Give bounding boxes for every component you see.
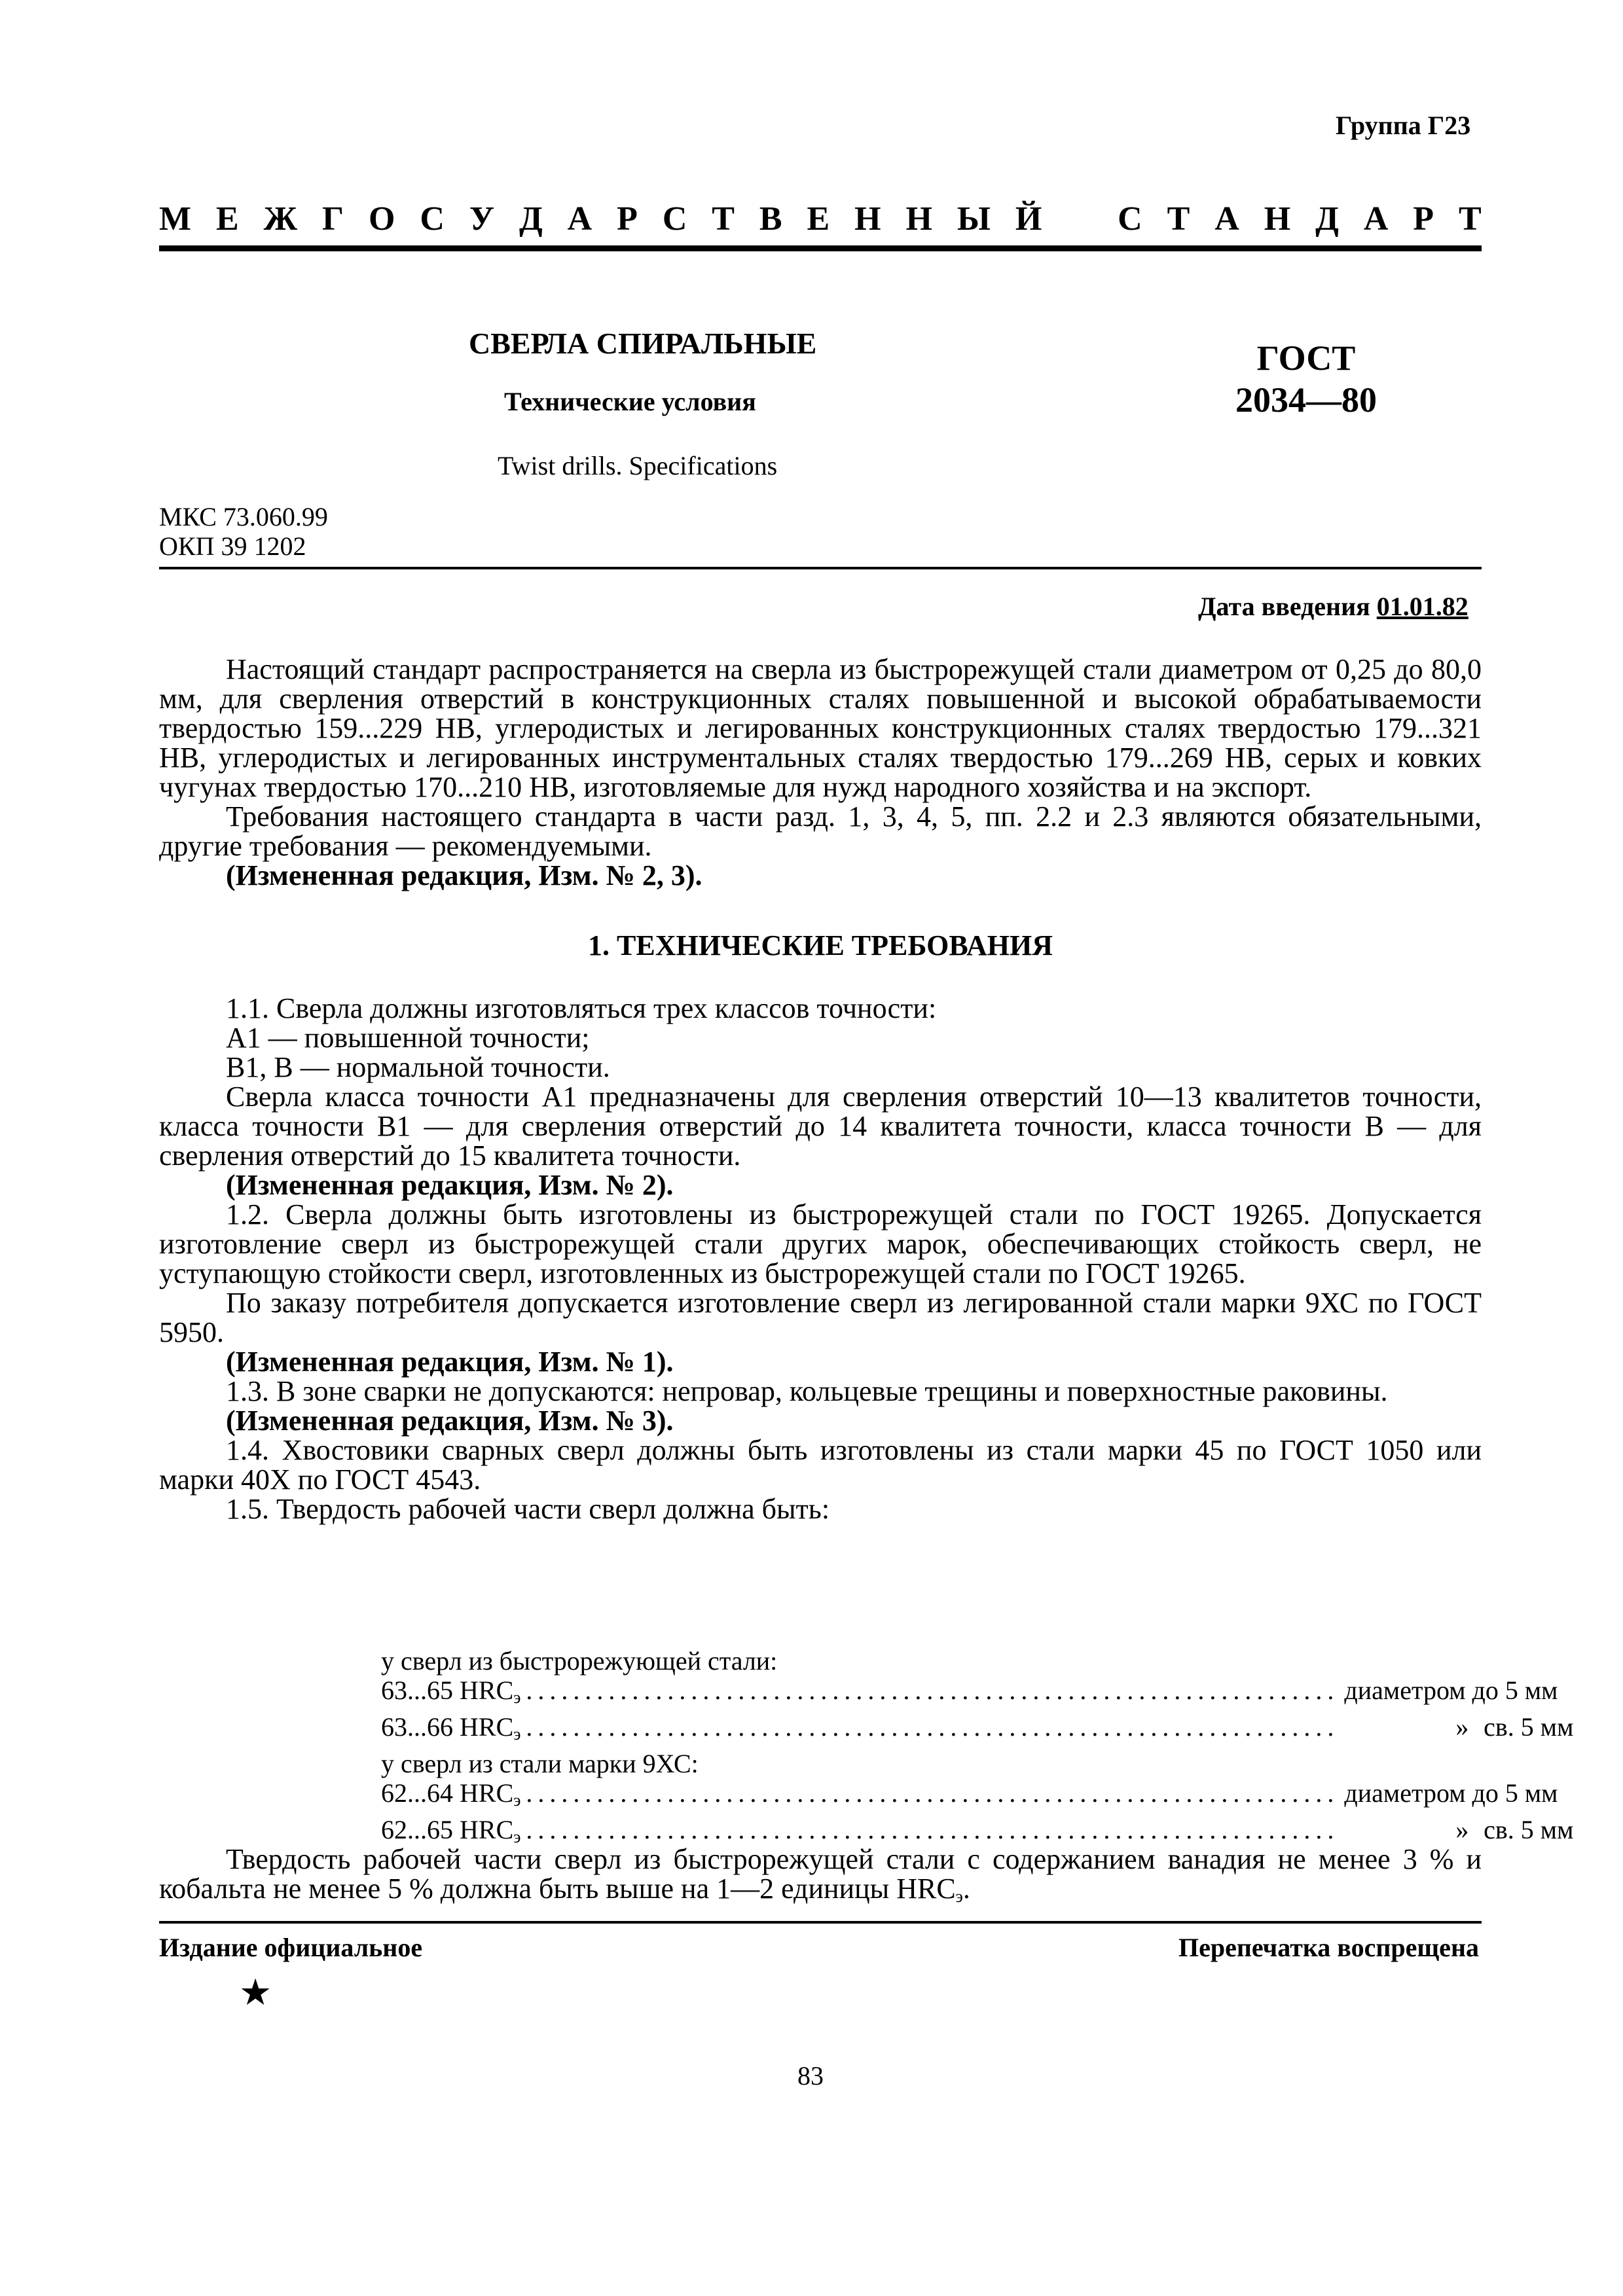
hardness-row: [381, 1712, 1574, 1749]
footer-rule: [159, 1921, 1482, 1924]
gost-designation: [1198, 337, 1414, 421]
diameter-range: св. 5 мм: [1484, 1712, 1574, 1742]
heading-letter: А: [1363, 200, 1389, 238]
heading-letter: Е: [807, 200, 830, 238]
hardness-value: 63...66 HRC: [381, 1712, 514, 1742]
mks-code: МКС 73.060.99: [159, 502, 328, 531]
heading-letter: Ы: [957, 200, 991, 238]
heading-letter: Й: [1015, 200, 1042, 238]
intro-amendment-note: (Измененная редакция, Изм. № 2, 3).: [226, 859, 702, 891]
official-edition-label: Издание официальное: [159, 1933, 423, 1962]
intro-paragraph-2: Требования настоящего стандарта в части разд. 1, 3, 4, 5, пп. 2.2 и 2.3 являются обязательными, другие требования — рекомендуемыми.: [159, 800, 1482, 862]
hardness-group-2-label: у сверл из стали марки 9ХС:: [381, 1749, 699, 1778]
heading-letter: Д: [1315, 200, 1339, 238]
diameter-range: св. 5 мм: [1484, 1815, 1574, 1844]
heading-letter: Д: [519, 200, 543, 238]
hardness-row: [381, 1778, 1558, 1815]
clause-1-2: 1.2. Сверла должны быть изготовлены из быстрорежущей стали по ГОСТ 19265. Допускается изготовление сверл из быстрорежущей стали других марок, обеспечивающих стойкость сверл, не уступающую стойкости сверл, изготовленных из быстрорежущей стали по ГОСТ 19265.: [159, 1198, 1482, 1289]
intro-paragraph-1: Настоящий стандарт распространяется на сверла из быстрорежущей стали диаметром от 0,25 до 80,0 мм, для сверления отверстий в конструкционных сталях повышенной и высокой обрабатываемости твердостью 159...229 НВ, углеродистых и легированных конструкционных сталях твердостью 179...321 НВ, углеродистых и легированных инструментальных сталях твердостью 179...269 НВ, серых и ковких чугунах твердостью 170...210 НВ, изготовляемые для нужд народного хозяйства и на экспорт.: [159, 653, 1482, 803]
document-body: [159, 655, 1482, 1524]
clause-1-5: 1.5. Твердость рабочей части сверл должна быть:: [226, 1493, 830, 1525]
heading-letter: У: [469, 200, 495, 238]
hardness-group-1-label: у сверл из быстрорежующей стали:: [381, 1646, 778, 1676]
heading-letter: Т: [712, 200, 735, 238]
heading-letter: Е: [216, 200, 239, 238]
clause-1-1-a1: А1 — повышенной точности;: [226, 1022, 590, 1054]
hardness-subscript: э: [513, 1688, 521, 1707]
hardness-subscript: э: [513, 1725, 521, 1744]
heading-letter: М: [159, 200, 192, 238]
document-subtitle: Технические условия: [504, 387, 756, 416]
diameter-range: диаметром до 5 мм: [1344, 1778, 1558, 1808]
star-icon: ★: [239, 1973, 272, 2013]
clause-1-2-order: По заказу потребителя допускается изготовление сверл из легированной стали марки 9ХС по ГОСТ 5950.: [159, 1287, 1482, 1348]
page-number: 83: [797, 2061, 824, 2090]
hardness-subscript: э: [513, 1827, 521, 1846]
heading-letter: Т: [1167, 200, 1190, 238]
interstate-standard-heading: [159, 200, 1482, 238]
heading-letter: Н: [905, 200, 932, 238]
introduction-date: [1198, 591, 1468, 622]
hardness-subscript: э: [513, 1791, 521, 1810]
vanadium-cobalt-note: [159, 1844, 1482, 1911]
heading-letter: Н: [1264, 200, 1291, 238]
vanadium-cobalt-text: Твердость рабочей части сверл из быстрорежущей стали с содержанием ванадия не менее 3 % и кобальта не менее 5 % должна быть выше на 1—2 единицы HRC: [159, 1843, 1482, 1905]
heading-letter: Н: [854, 200, 881, 238]
clause-1-2-amendment: (Измененная редакция, Изм. № 1).: [226, 1346, 674, 1378]
section-1-title: 1. ТЕХНИЧЕСКИЕ ТРЕБОВАНИЯ: [588, 929, 1053, 961]
heading-letter: С: [662, 200, 687, 238]
ditto-mark: »: [1455, 1712, 1469, 1742]
clause-1-1: 1.1. Сверла должны изготовляться трех классов точности:: [226, 992, 937, 1024]
leader-dots: .....................................................................: [526, 1676, 1340, 1705]
hardness-value: 62...64 HRC: [381, 1778, 514, 1808]
heading-word-gap: [1067, 200, 1093, 238]
group-code: Группа Г23: [1336, 111, 1471, 140]
introduction-date-value: 01.01.82: [1376, 592, 1468, 621]
vanadium-cobalt-end: .: [962, 1873, 970, 1905]
clause-1-4: 1.4. Хвостовики сварных сверл должны быть изготовлены из стали марки 45 по ГОСТ 1050 или марки 40Х по ГОСТ 4543.: [159, 1434, 1482, 1496]
hardness-value: 63...65 HRC: [381, 1676, 514, 1705]
hardness-value: 62...65 HRC: [381, 1815, 514, 1844]
heading-letter: С: [420, 200, 445, 238]
heading-letter: В: [759, 200, 782, 238]
clause-1-3: 1.3. В зоне сварки не допускаются: непровар, кольцевые трещины и поверхностные раковины.: [226, 1375, 1388, 1407]
diameter-range: диаметром до 5 мм: [1344, 1676, 1558, 1705]
gost-number: 2034—80: [1235, 380, 1377, 420]
leader-dots: .....................................................................: [526, 1712, 1340, 1742]
classification-codes: [159, 502, 328, 561]
vanadium-cobalt-subscript: э: [955, 1887, 963, 1906]
okp-code: ОКП 39 1202: [159, 531, 306, 561]
header-rule: [159, 245, 1482, 251]
hardness-table: [381, 1646, 1574, 1852]
leader-dots: .....................................................................: [526, 1815, 1340, 1844]
introduction-date-label: Дата введения: [1198, 592, 1377, 621]
gost-label: ГОСТ: [1256, 338, 1356, 378]
heading-letter: А: [1214, 200, 1239, 238]
hardness-row: [381, 1676, 1558, 1712]
leader-dots: .....................................................................: [526, 1778, 1340, 1808]
clause-1-1-amendment: (Измененная редакция, Изм. № 2).: [226, 1169, 674, 1201]
clause-1-3-amendment: (Измененная редакция, Изм. № 3).: [226, 1405, 674, 1437]
heading-letter: Ж: [263, 200, 298, 238]
final-paragraph-block: [159, 1844, 1482, 1911]
heading-letter: Р: [1413, 200, 1434, 238]
document-title: СВЕРЛА СПИРАЛЬНЫЕ: [469, 327, 817, 360]
heading-letter: Р: [617, 200, 638, 238]
codes-rule: [159, 567, 1482, 569]
heading-letter: С: [1118, 200, 1142, 238]
heading-letter: А: [567, 200, 593, 238]
heading-letter: Г: [321, 200, 344, 238]
reprint-prohibited-label: Перепечатка воспрещена: [1178, 1933, 1479, 1962]
clause-1-1-purpose: Сверла класса точности А1 предназначены для сверления отверстий 10—13 квалитетов точности, класса точности В1 — для сверления отверстий до 14 квалитета точности, класса точности В — для сверления отверстий до 15 квалитета точности.: [159, 1081, 1482, 1172]
ditto-mark: »: [1455, 1815, 1469, 1844]
clause-1-1-b: В1, В — нормальной точности.: [226, 1051, 610, 1083]
heading-letter: О: [368, 200, 395, 238]
heading-letter: Т: [1458, 200, 1482, 238]
english-title: Twist drills. Specifications: [498, 451, 778, 480]
